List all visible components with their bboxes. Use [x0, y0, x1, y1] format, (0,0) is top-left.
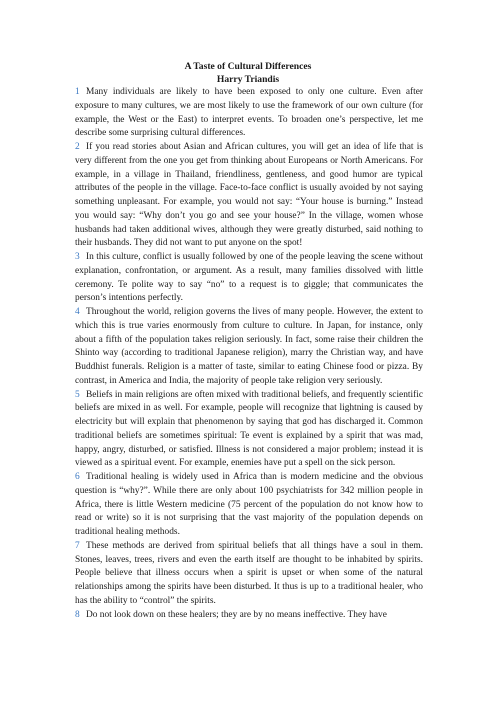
paragraph-number: 2 [75, 142, 80, 152]
paragraph-5 [75, 389, 423, 472]
paragraph-text: Many individuals are likely to have been exposed to only one culture. Even after exposure to many cultures, we are most likely to use the framework of our own culture (for example, the West or the East) to interpret events. To broaden one’s perspective, let me describe some surprising cultural differences. [75, 87, 423, 139]
paragraph-8 [75, 609, 423, 623]
document-body [75, 86, 423, 622]
paragraph-number: 5 [75, 389, 80, 400]
paragraph-text: These methods are derived from spiritual beliefs that all things have a soul in them. Stones, leaves, trees, rivers and even the earth itself are thought to be inhabited by spirits. People believe that illness occurs when a spirit is upset or when some of the natural relationships among the spirits have been disturbed. It thus is up to a traditional healer, who has the ability to “control” the spirits. [75, 540, 423, 606]
paragraph-number: 6 [75, 472, 80, 482]
document-title: A Taste of Cultural Differences [184, 61, 312, 72]
paragraph-1 [75, 86, 423, 141]
paragraph-text: Traditional healing is widely used in Africa than is modern medicine and the obvious question is “why?”. While there are only about 100 psychiatrists for 342 million people in Africa, there is little Western medicine (75 percent of the population do not know how to read or write) so it is not surprising that the vast majority of the population depends on traditional healing methods. [75, 472, 423, 537]
paragraph-text: If you read stories about Asian and African cultures, you will get an idea of life that is very different from the one you get from thinking about Europeans or North Americans. For example, in a village in Thailand, friendliness, gentleness, and good humor are typical attributes of the people in the village. Face-to-face conflict is usually avoided by not saying something unpleasant. For example, you would not say: “Your house is burning.” Instead you would say: “Why don’t you go and see your house?” In the village, women whose husbands had taken additional wives, although they were greatly disturbed, said nothing to their husbands. They did not want to put anyone on the spot! [75, 142, 423, 249]
paragraph-text: Throughout the world, religion governs the lives of many people. However, the extent to which this is true varies enormously from culture to culture. In Japan, for instance, only about a fifth of the population takes religion seriously. In fact, some raise their children the Shinto way (according to traditional Japanese religion), marry the Christian way, and have Buddhist funerals. Religion is a matter of taste, similar to eating Chinese food or pizza. By contrast, in America and India, the majority of people take religion very seriously. [75, 307, 423, 386]
paragraph-2 [75, 141, 423, 251]
paragraph-text: Beliefs in main religions are often mixed with traditional beliefs, and frequently scientific beliefs are mixed in as well. For example, people will recognize that lightning is caused by electricity but will explain that phenomenon by saying that god has discharged it. Common traditional beliefs are sometimes spiritual: Te event is explained by a spirit that was mad, happy, angry, disturbed, or satisfied. Illness is not considered a major problem; instead it is viewed as a spiritual event. For example, enemies have put a spell on the sick person. [75, 389, 423, 469]
paragraph-4 [75, 306, 423, 389]
paragraph-7 [75, 540, 423, 609]
paragraph-6 [75, 471, 423, 540]
paragraph-text: Do not look down on these healers; they are by no means ineffective. They have [86, 609, 387, 620]
paragraph-3 [75, 251, 423, 306]
paragraph-number: 7 [75, 540, 80, 551]
document-author: Harry Triandis [216, 74, 280, 85]
paragraph-number: 8 [75, 609, 80, 620]
paragraph-number: 1 [75, 87, 80, 97]
paragraph-number: 3 [75, 252, 80, 262]
paragraph-text: In this culture, conflict is usually followed by one of the people leaving the scene without explanation, confrontation, or argument. As a result, many families dissolved with little ceremony. Te polite way to say “no” to a request is to giggle; that communicates the person’s intentions perfectly. [75, 252, 423, 304]
paragraph-number: 4 [75, 307, 80, 317]
